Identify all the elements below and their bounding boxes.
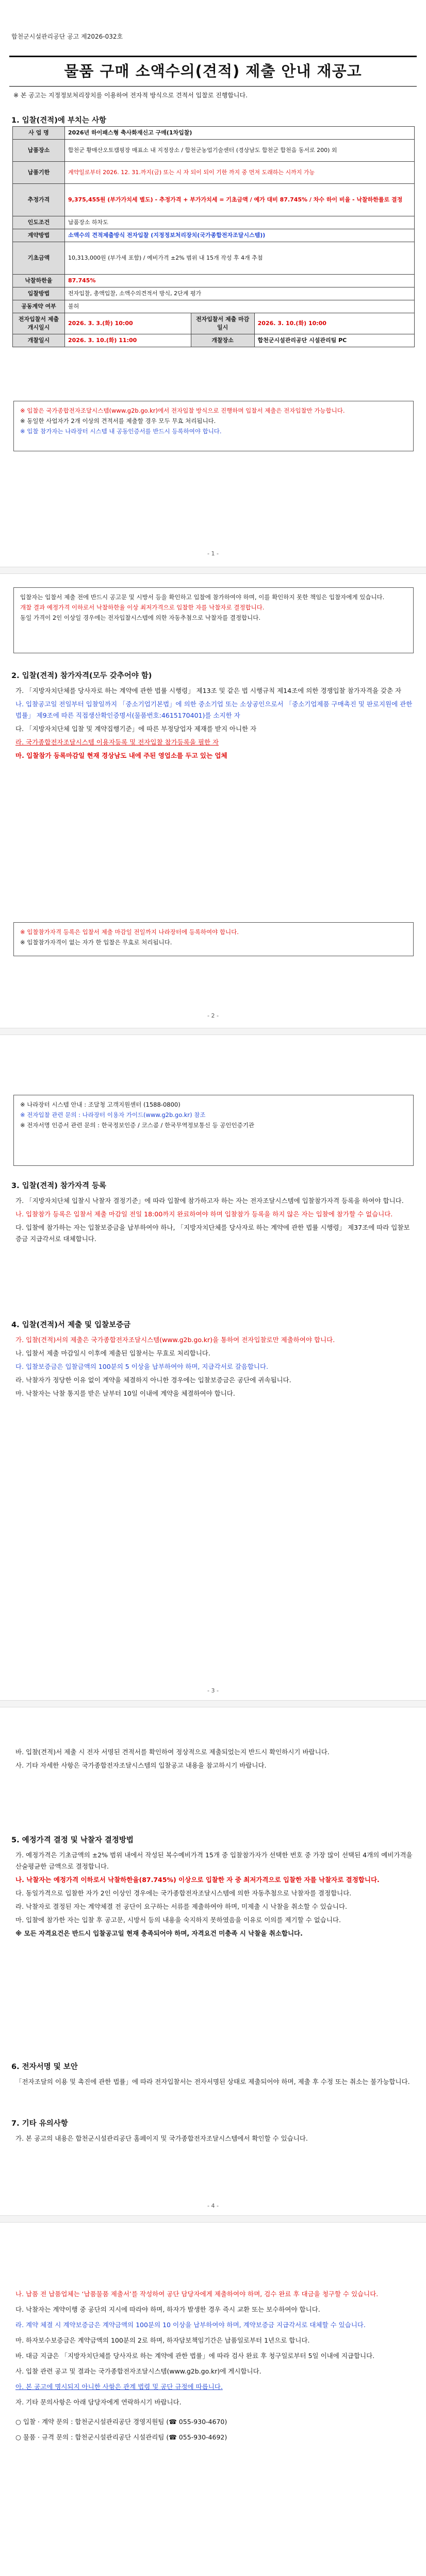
table-row: 납품기한 계약일로부터 2026. 12. 31.까지(금) 또는 시 자 되이 되이 기한 까지 중 먼저 도래하는 시까지 가능	[13, 162, 415, 184]
table-row: 낙찰하한율 87.745%	[13, 275, 415, 287]
page-separator	[0, 1700, 426, 1707]
table-row: 전자입찰서 제출 개시일시 2026. 3. 3.(화) 10:00 전자입찰서 제출 마감일시 2026. 3. 10.(화) 10:00	[13, 313, 415, 334]
doc-title: 물품 구매 소액수의(견적) 제출 안내 재공고	[64, 62, 362, 80]
section-4-body: 가. 입찰(견적)서의 제출은 국가종합전자조달시스템(www.g2b.go.kr)을 통하여 전자입찰로만 제출하여야 합니다. 나. 입찰서 제출 마감일시 이후에 제출된 입찰서는 무효로 처리합니다. 다. 입찰보증금은 입찰금액의 100분의 5 이상을 납부하여야 하며, 지급각서로 갈음합니다. 라. 낙찰자가 정당한 이유 없이 계약을 체결하지 아니한 경우에는 입찰보증금은 공단에 귀속됩니다. 마. 낙찰자는 낙찰 통지를 받은 날부터 10일 이내에 계약을 체결하여야 합니다.	[15, 1336, 335, 1397]
notice-box-3: ※ 나라장터 시스템 안내 : 조달청 고객지원센터 (1588-0800) ※ 전자입찰 관련 문의 : 나라장터 이용자 가이드(www.g2b.go.kr) 참조 ※ 전자서명 인증서 관련 문의 : 한국정보인증 / 코스콤 / 한국무역정보통신 등 공인인증기관	[13, 1095, 414, 1166]
table-row: 기초금액 10,313,000원 (부가세 포함) / 예비가격 ±2% 범위 내 15개 작성 후 4개 추첨	[13, 242, 415, 275]
section-3-heading: 3. 입찰(견적) 참가자격 등록	[11, 1182, 107, 1190]
section-5-body: 가. 예정가격은 기초금액의 ±2% 범위 내에서 작성된 복수예비가격 15개 중 입찰참가자가 선택한 번호 중 가장 많이 선택된 4개의 예비가격을 산술평균한 금액으로 결정합니다. 나. 낙찰자는 예정가격 이하로서 낙찰하한율(87.745%) 이상으로 입찰한 자 중 최저가격으로 입찰한 자를 낙찰자로 결정합니다. 다. 동일가격으로 입찰한 자가 2인 이상인 경우에는 국가종합전자조달시스템에 의한 자동추첨으로 낙찰자를 결정합니다. 라. 낙찰자로 결정된 자는 계약체결 전 공단이 요구하는 서류를 제출하여야 하며, 미제출 시 낙찰을 취소할 수 있습니다. 마. 입찰에 참가한 자는 입찰 후 공고문, 시방서 등의 내용을 숙지하지 못하였음을 이유로 이의를 제기할 수 없습니다. ※ 모든 자격요건은 반드시 입찰공고일 현재 충족되어야 하며, 자격요건 미충족 시 낙찰을 취소합니다.	[15, 1851, 413, 1937]
table-row: 공동계약 여부 불허	[13, 300, 415, 313]
notice-box-1: ※ 입찰은 국가종합전자조달시스템(www.g2b.go.kr)에서 전자입찰 방식으로 진행하며 입찰서 제출은 전자입찰만 가능합니다. ※ 동일한 사업자가 2개 이상의 견적서를 제출할 경우 모두 무효 처리됩니다. ※ 입찰 참가자는 나라장터 시스템 내 공동인증서를 반드시 등록하여야 합니다.	[13, 401, 414, 451]
section-2-heading: 2. 입찰(견적) 참가자격(모두 갖추어야 함)	[11, 672, 152, 680]
page-separator	[0, 2215, 426, 2223]
page-separator	[0, 567, 426, 574]
section-1-heading: 1. 입찰(견적)에 부치는 사항	[11, 116, 107, 125]
info-table	[12, 126, 415, 347]
table-row: 계약방법 소액수의 견적제출방식 전자입찰 (지정정보처리장치(국가종합전자조달시스템))	[13, 229, 415, 242]
section-6-heading: 6. 전자서명 및 보안	[11, 2063, 78, 2071]
section-5-heading: 5. 예정가격 결정 및 낙찰자 결정방법	[11, 1836, 134, 1844]
table-row: 입찰방법 전자입찰, 총액입찰, 소액수의견적서 방식, 2단계 평가	[13, 287, 415, 300]
section-7-continued: 나. 납품 전 납품업체는 ‘납품물품 제출서’를 작성하여 공단 담당자에게 제출하여야 하며, 검수 완료 후 대금을 청구할 수 있습니다. 다. 낙찰자는 계약이행 중 공단의 지시에 따라야 하며, 하자가 발생한 경우 즉시 교환 또는 보수하여야 합니다. 라. 계약 체결 시 계약보증금은 계약금액의 100분의 10 이상을 납부하여야 하며, 계약보증금 지급각서로 대체할 수 있습니다. 마. 하자보수보증금은 계약금액의 100분의 2로 하며, 하자담보책임기간은 납품일로부터 1년으로 합니다. 바. 대금 지급은 「지방자치단체를 당사자로 하는 계약에 관한 법률」에 따라 검사 완료 후 청구일로부터 5일 이내에 지급합니다. 사. 입찰 관련 공고 및 결과는 국가종합전자조달시스템(www.g2b.go.kr)에 게시합니다. 아. 본 공고에 명시되지 아니한 사항은 관계 법령 및 공단 규정에 따릅니다. 자. 기타 문의사항은 아래 담당자에게 연락하시기 바랍니다. ○ 입찰 · 계약 문의 : 합천군시설관리공단 경영지원팀 (☎ 055-930-4670) ○ 물품 · 규격 문의 : 합천군시설관리공단 시설관리팀 (☎ 055-930-4692)	[15, 2290, 379, 2441]
section-4-heading: 4. 입찰(견적)서 제출 및 입찰보증금	[11, 1321, 131, 1329]
table-row: 추정가격 9,375,455원 (부가가치세 별도) - 추정가격 + 부가가치세 = 기초금액 / 예가 대비 87.745% / 차수 하이 비율 - 낙찰하한률로 결정	[13, 184, 415, 216]
page-separator	[0, 1028, 426, 1035]
title-box	[9, 56, 417, 87]
table-row: 개찰일시 2026. 3. 10.(화) 11:00 개찰장소 합천군시설관리공단 시설관리팀 PC	[13, 334, 415, 347]
section-5-pre: 바. 입찰(견적)서 제출 시 전자 서명된 견적서를 확인하여 정상적으로 제출되었는지 반드시 확인하시기 바랍니다. 사. 기타 자세한 사항은 국가종합전자조달시스템의 입찰공고 내용을 참고하시기 바랍니다.	[15, 1748, 330, 1769]
section-2-body: 가. 「지방자치단체를 당사자로 하는 계약에 관한 법률 시행령」 제13조 및 같은 법 시행규칙 제14조에 의한 경쟁입찰 참가자격을 갖춘 자 나. 입찰공고일 전일부터 입찰일까지 「중소기업기본법」에 의한 중소기업 또는 소상공인으로서 「중소기업제품 구매촉진 및 판로지원에 관한 법률」 제9조에 따른 직접생산확인증명서(물품번호:4615170401)를 소지한 자 다. 「지방자치단체 입찰 및 계약집행기준」에 따른 부정당업자 제재를 받지 아니한 자 라. 국가종합전자조달시스템 이용자등록 및 전자입찰 참가등록을 필한 자 마. 입찰참가 등록마감일 현재 경상남도 내에 주된 영업소를 두고 있는 업체	[15, 687, 413, 759]
page-number: - 1 -	[207, 550, 219, 557]
section-3-body: 가. 「지방자치단체 입찰시 낙찰자 결정기준」에 따라 입찰에 참가하고자 하는 자는 전자조달시스템에 입찰참가자격 등록을 하여야 합니다. 나. 입찰참가 등록은 입찰서 제출 마감일 전일 18:00까지 완료하여야 하며 입찰참가 등록을 하지 않은 자는 입찰에 참가할 수 없습니다. 다. 입찰에 참가하는 자는 입찰보증금을 납부하여야 하나, 「지방자치단체를 당사자로 하는 계약에 관한 법률 시행령」 제37조에 따라 입찰보증금 지급각서로 대체합니다.	[15, 1197, 410, 1243]
section-7-heading: 7. 기타 유의사항	[11, 2120, 68, 2128]
section-6-body: 「전자조달의 이용 및 촉진에 관한 법률」에 따라 전자입찰서는 전자서명된 상태로 제출되어야 하며, 제출 후 수정 또는 취소는 불가능합니다.	[15, 2078, 410, 2086]
section-7-body: 가. 본 공고의 내용은 합천군시설관리공단 홈페이지 및 국가종합전자조달시스템에서 확인할 수 있습니다.	[15, 2134, 308, 2142]
table-row: 납품장소 합천군 황매산오토캠핑장 매표소 내 지정장소 / 합천군농업기술센터 (경상남도 합천군 합천읍 동서로 200) 외	[13, 140, 415, 162]
notice-number: 합천군시설관리공단 공고 제2026-032호	[11, 33, 123, 40]
intro-text: ※ 본 공고는 지정정보처리장치를 이용하여 전자적 방식으로 견적서 입찰로 진행합니다.	[13, 92, 248, 99]
page-number: - 4 -	[207, 2202, 219, 2209]
page-number: - 2 -	[207, 1012, 219, 1019]
notice-box-2a: 입찰자는 입찰서 제출 전에 반드시 공고문 및 시방서 등을 확인하고 입찰에 참가하여야 하며, 이를 확인하지 못한 책임은 입찰자에게 있습니다. 개찰 결과 예정가격 이하로서 낙찰하한율 이상 최저가격으로 입찰한 자를 낙찰자로 결정합니다. 동일 가격이 2인 이상일 경우에는 전자입찰시스템에 의한 자동추첨으로 낙찰자를 결정합니다.	[13, 587, 414, 653]
table-row: 인도조건 납품장소 하차도	[13, 216, 415, 229]
table-row: 사 업 명 2026년 하이패스형 축사화재신고 구매(1차입찰)	[13, 127, 415, 140]
notice-box-2: ※ 입찰참가자격 등록은 입찰서 제출 마감일 전일까지 나라장터에 등록하여야 합니다. ※ 입찰참가자격이 없는 자가 한 입찰은 무효로 처리됩니다.	[13, 922, 414, 956]
page-number: - 3 -	[207, 1687, 219, 1694]
